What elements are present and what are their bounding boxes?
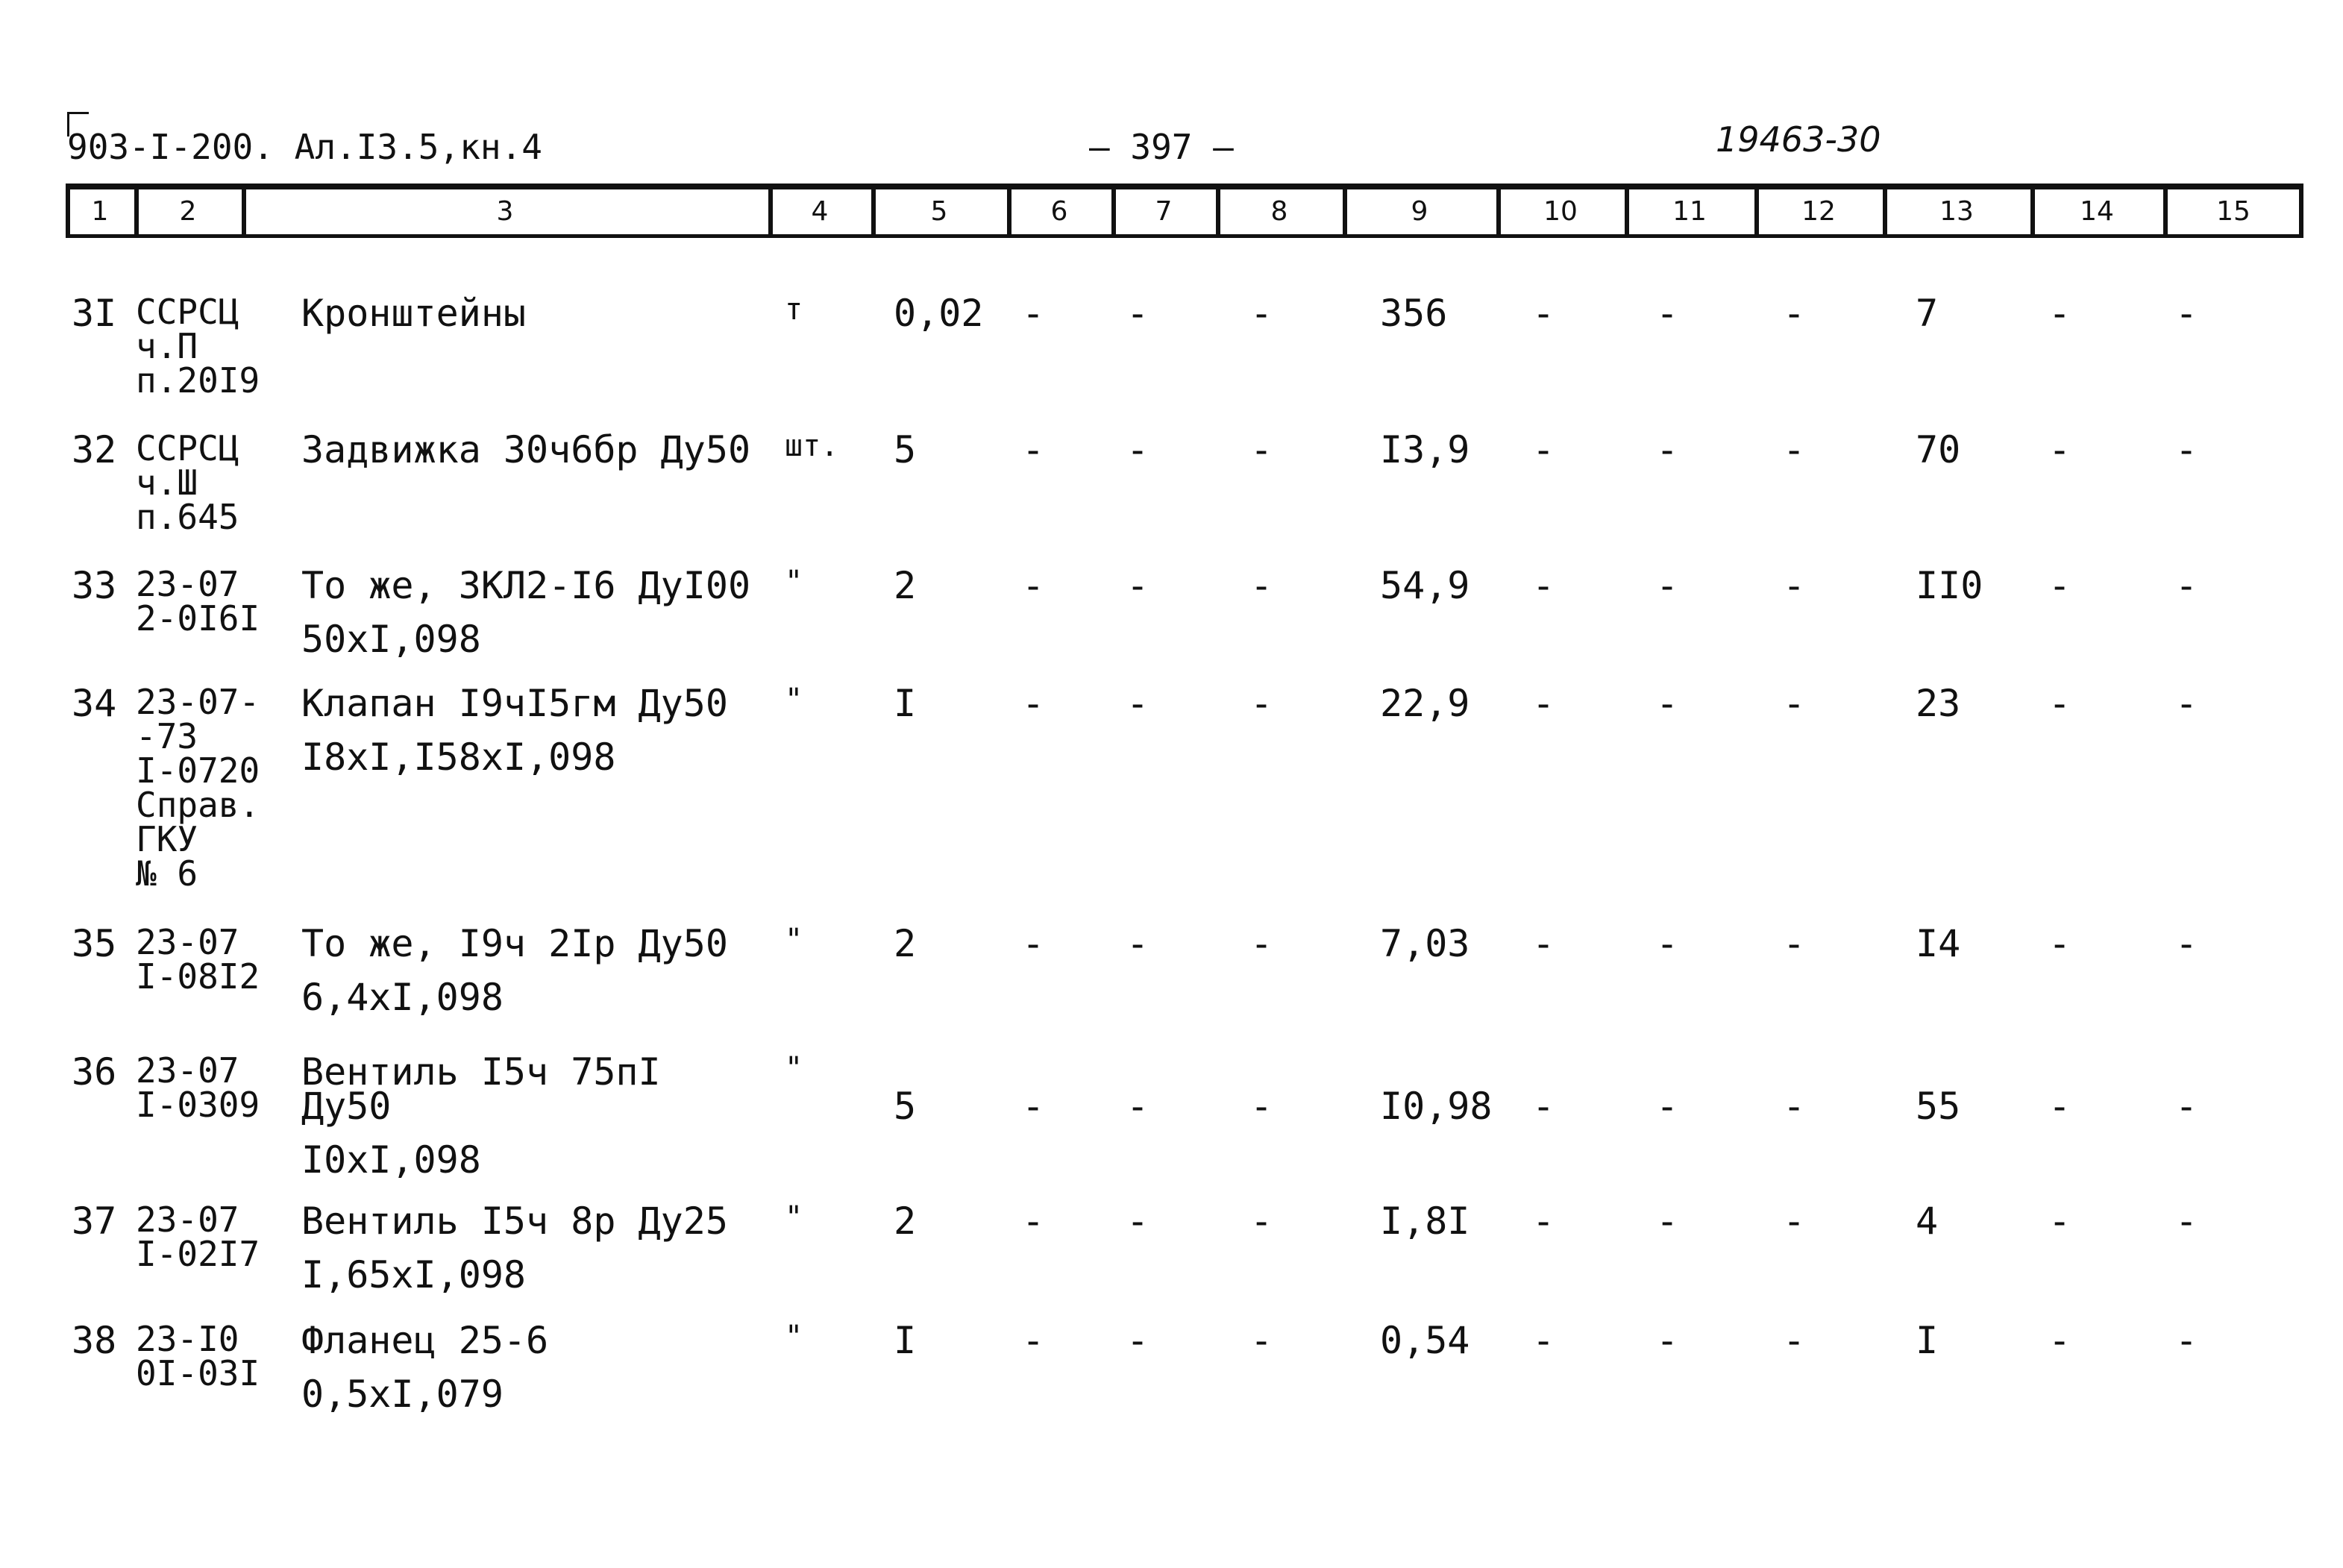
row-33-unit: " bbox=[785, 565, 803, 599]
row-37-qty: 2 bbox=[894, 1199, 917, 1243]
row-32-c8: - bbox=[1250, 428, 1273, 471]
row-37-c12: - bbox=[1783, 1199, 1806, 1243]
row-37-c6: - bbox=[1022, 1199, 1045, 1243]
row-3I-c13: 7 bbox=[1916, 292, 1939, 335]
row-37-c13: 4 bbox=[1916, 1199, 1939, 1243]
row-38-c15: - bbox=[2175, 1319, 2198, 1362]
row-32-c11: - bbox=[1656, 428, 1679, 471]
row-33-c13: II0 bbox=[1916, 564, 1983, 607]
row-3I-c11: - bbox=[1656, 292, 1679, 335]
row-3I-name: Кронштейны bbox=[301, 292, 527, 335]
row-3I-c8: - bbox=[1250, 292, 1273, 335]
column-number-15: 15 bbox=[2216, 196, 2251, 227]
row-33-qty: 2 bbox=[894, 564, 917, 607]
row-38-c10: - bbox=[1532, 1319, 1555, 1362]
row-37-code: 23-07 I-02I7 bbox=[136, 1199, 260, 1274]
row-37-c9: I,8I bbox=[1380, 1199, 1470, 1243]
row-35-qty: 2 bbox=[894, 922, 917, 965]
column-number-13: 13 bbox=[1939, 196, 1974, 227]
row-34-name: Клапан I9чI5гм Ду50 bbox=[301, 682, 728, 725]
row-33-c10: - bbox=[1532, 564, 1555, 607]
row-38-c13: I bbox=[1916, 1319, 1939, 1362]
row-32-c13: 70 bbox=[1916, 428, 1961, 471]
column-divider bbox=[66, 186, 70, 237]
row-32-c6: - bbox=[1022, 428, 1045, 471]
row-35-c9: 7,03 bbox=[1380, 922, 1470, 965]
column-number-10: 10 bbox=[1543, 196, 1578, 227]
row-3I-unit: т bbox=[785, 292, 803, 327]
row-33-c9: 54,9 bbox=[1380, 564, 1470, 607]
column-divider bbox=[871, 186, 876, 237]
column-divider bbox=[1883, 186, 1887, 237]
column-divider bbox=[1216, 186, 1220, 237]
row-36-name: Вентиль I5ч 75пI bbox=[301, 1050, 661, 1094]
row-34-name: I8хI,I58хI,098 bbox=[301, 736, 616, 779]
row-36-c13: 55 bbox=[1916, 1085, 1961, 1128]
row-33-n: 33 bbox=[72, 564, 117, 607]
row-33-c15: - bbox=[2175, 564, 2198, 607]
row-32-c14: - bbox=[2048, 428, 2071, 471]
column-number-1: 1 bbox=[91, 196, 109, 227]
row-33-c14: - bbox=[2048, 564, 2071, 607]
column-divider bbox=[1007, 186, 1011, 237]
row-33-code: 23-07 2-0I6I bbox=[136, 564, 260, 639]
row-32-n: 32 bbox=[72, 428, 117, 471]
row-33-c11: - bbox=[1656, 564, 1679, 607]
row-34-n: 34 bbox=[72, 682, 117, 725]
row-37-unit: " bbox=[785, 1200, 803, 1235]
row-38-c8: - bbox=[1250, 1319, 1273, 1362]
row-38-n: 38 bbox=[72, 1319, 117, 1362]
row-34-c12: - bbox=[1783, 682, 1806, 725]
row-36-c7: - bbox=[1126, 1085, 1149, 1128]
row-32-qty: 5 bbox=[894, 428, 917, 471]
row-33-c12: - bbox=[1783, 564, 1806, 607]
column-divider bbox=[1111, 186, 1116, 237]
row-38-name: Фланец 25-6 bbox=[301, 1319, 549, 1362]
row-34-c13: 23 bbox=[1916, 682, 1961, 725]
row-3I-c14: - bbox=[2048, 292, 2071, 335]
row-38-qty: I bbox=[894, 1319, 917, 1362]
column-number-2: 2 bbox=[179, 196, 197, 227]
row-34-code: 23-07- -73 I-0720 Справ. ГКУ № 6 bbox=[136, 682, 260, 894]
row-36-c15: - bbox=[2175, 1085, 2198, 1128]
row-34-qty: I bbox=[894, 682, 917, 725]
row-32-c7: - bbox=[1126, 428, 1149, 471]
row-36-code: 23-07 I-0309 bbox=[136, 1050, 260, 1125]
row-36-c6: - bbox=[1022, 1085, 1045, 1128]
row-36-c12: - bbox=[1783, 1085, 1806, 1128]
row-3I-c15: - bbox=[2175, 292, 2198, 335]
row-36-name: I0хI,098 bbox=[301, 1138, 481, 1182]
row-37-c7: - bbox=[1126, 1199, 1149, 1243]
row-35-c14: - bbox=[2048, 922, 2071, 965]
document-code: 903-I-200. Ал.I3.5,кн.4 bbox=[67, 127, 542, 167]
row-34-c8: - bbox=[1250, 682, 1273, 725]
row-38-c11: - bbox=[1656, 1319, 1679, 1362]
row-35-c13: I4 bbox=[1916, 922, 1961, 965]
row-37-c14: - bbox=[2048, 1199, 2071, 1243]
row-37-n: 37 bbox=[72, 1199, 117, 1243]
column-divider bbox=[1343, 186, 1347, 237]
column-number-5: 5 bbox=[930, 196, 948, 227]
row-36-name: Ду50 bbox=[301, 1085, 392, 1128]
row-38-name: 0,5хI,079 bbox=[301, 1373, 504, 1416]
row-32-unit: шт. bbox=[785, 429, 839, 463]
column-divider bbox=[1625, 186, 1629, 237]
row-34-c15: - bbox=[2175, 682, 2198, 725]
row-35-c11: - bbox=[1656, 922, 1679, 965]
row-37-name: Вентиль I5ч 8р Ду25 bbox=[301, 1199, 728, 1243]
column-divider bbox=[1754, 186, 1759, 237]
row-34-c10: - bbox=[1532, 682, 1555, 725]
row-38-c12: - bbox=[1783, 1319, 1806, 1362]
column-number-14: 14 bbox=[2080, 196, 2114, 227]
row-35-n: 35 bbox=[72, 922, 117, 965]
row-38-unit: " bbox=[785, 1320, 803, 1354]
row-37-c8: - bbox=[1250, 1199, 1273, 1243]
row-3I-qty: 0,02 bbox=[894, 292, 984, 335]
row-3I-n: 3I bbox=[72, 292, 117, 335]
row-34-c14: - bbox=[2048, 682, 2071, 725]
inventory-number: 19463-30 bbox=[1716, 119, 1881, 160]
column-divider bbox=[134, 186, 139, 237]
row-3I-c7: - bbox=[1126, 292, 1149, 335]
row-36-c8: - bbox=[1250, 1085, 1273, 1128]
row-36-qty: 5 bbox=[894, 1085, 917, 1128]
row-32-code: ССРСЦ ч.Ш п.645 bbox=[136, 428, 239, 537]
row-34-c9: 22,9 bbox=[1380, 682, 1470, 725]
row-36-c11: - bbox=[1656, 1085, 1679, 1128]
row-3I-c9: 356 bbox=[1380, 292, 1448, 335]
header-bottom-rule bbox=[66, 234, 2303, 238]
row-37-c10: - bbox=[1532, 1199, 1555, 1243]
row-35-name: 6,4хI,098 bbox=[301, 976, 504, 1019]
row-35-c7: - bbox=[1126, 922, 1149, 965]
row-35-c12: - bbox=[1783, 922, 1806, 965]
row-33-name: То же, ЗКЛ2-I6 ДуI00 bbox=[301, 564, 751, 607]
row-33-c8: - bbox=[1250, 564, 1273, 607]
column-number-4: 4 bbox=[811, 196, 829, 227]
row-36-c9: I0,98 bbox=[1380, 1085, 1493, 1128]
row-3I-code: ССРСЦ ч.П п.20I9 bbox=[136, 292, 260, 401]
row-34-c11: - bbox=[1656, 682, 1679, 725]
row-32-c12: - bbox=[1783, 428, 1806, 471]
row-37-name: I,65хI,098 bbox=[301, 1253, 527, 1296]
row-32-name: Задвижка 30ч6бр Ду50 bbox=[301, 428, 751, 471]
row-38-c9: 0,54 bbox=[1380, 1319, 1470, 1362]
column-divider bbox=[2299, 186, 2303, 237]
row-35-c15: - bbox=[2175, 922, 2198, 965]
column-divider bbox=[2163, 186, 2168, 237]
row-34-c6: - bbox=[1022, 682, 1045, 725]
row-34-c7: - bbox=[1126, 682, 1149, 725]
row-36-c10: - bbox=[1532, 1085, 1555, 1128]
row-3I-c12: - bbox=[1783, 292, 1806, 335]
row-35-code: 23-07 I-08I2 bbox=[136, 922, 260, 997]
column-number-11: 11 bbox=[1672, 196, 1707, 227]
column-number-row bbox=[66, 186, 2303, 237]
column-number-3: 3 bbox=[496, 196, 514, 227]
column-divider bbox=[768, 186, 773, 237]
page-number: — 397 — bbox=[1089, 127, 1234, 167]
row-37-c15: - bbox=[2175, 1199, 2198, 1243]
row-35-c10: - bbox=[1532, 922, 1555, 965]
row-34-unit: " bbox=[785, 683, 803, 717]
row-38-c6: - bbox=[1022, 1319, 1045, 1362]
row-35-name: То же, I9ч 2Iр Ду50 bbox=[301, 922, 728, 965]
column-divider bbox=[242, 186, 246, 237]
row-33-c7: - bbox=[1126, 564, 1149, 607]
column-divider bbox=[2030, 186, 2035, 237]
row-32-c10: - bbox=[1532, 428, 1555, 471]
row-35-unit: " bbox=[785, 923, 803, 957]
column-number-8: 8 bbox=[1270, 196, 1288, 227]
row-36-n: 36 bbox=[72, 1050, 117, 1094]
row-36-c14: - bbox=[2048, 1085, 2071, 1128]
row-35-c6: - bbox=[1022, 922, 1045, 965]
column-number-9: 9 bbox=[1411, 196, 1428, 227]
row-32-c9: I3,9 bbox=[1380, 428, 1470, 471]
row-38-c7: - bbox=[1126, 1319, 1149, 1362]
row-32-c15: - bbox=[2175, 428, 2198, 471]
row-37-c11: - bbox=[1656, 1199, 1679, 1243]
row-3I-c6: - bbox=[1022, 292, 1045, 335]
row-3I-c10: - bbox=[1532, 292, 1555, 335]
row-38-code: 23-I0 0I-03I bbox=[136, 1319, 260, 1393]
row-38-c14: - bbox=[2048, 1319, 2071, 1362]
column-number-6: 6 bbox=[1050, 196, 1068, 227]
row-35-c8: - bbox=[1250, 922, 1273, 965]
column-divider bbox=[1496, 186, 1501, 237]
column-number-7: 7 bbox=[1155, 196, 1173, 227]
row-36-unit: " bbox=[785, 1051, 803, 1085]
column-number-12: 12 bbox=[1801, 196, 1836, 227]
row-33-name: 50хI,098 bbox=[301, 618, 481, 661]
row-33-c6: - bbox=[1022, 564, 1045, 607]
